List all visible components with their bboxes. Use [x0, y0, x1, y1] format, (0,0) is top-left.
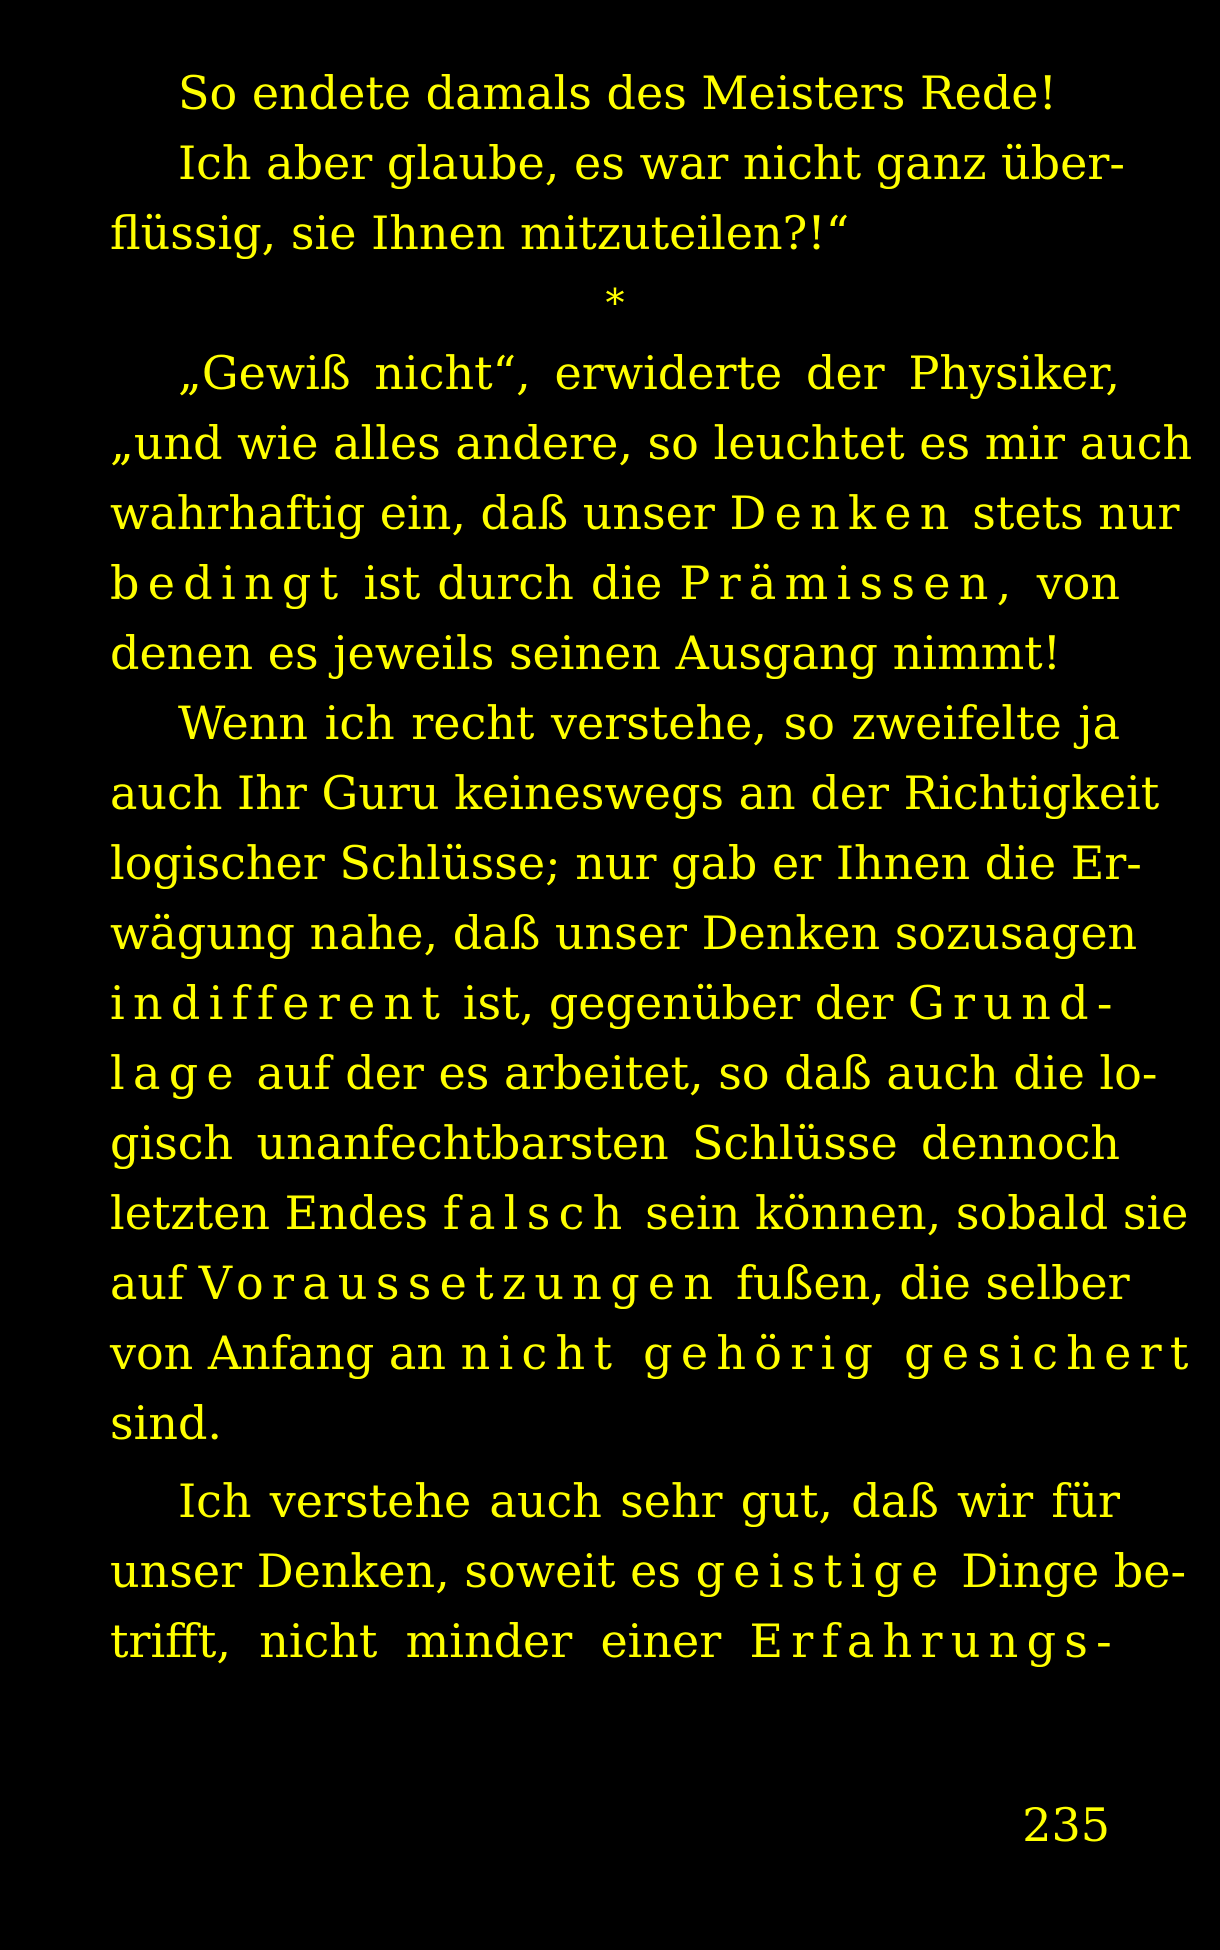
text-line — [110, 898, 1138, 968]
text-line — [110, 1388, 1120, 1458]
text-span: gisch unanfechtbarsten Schlüsse dennoch — [110, 1116, 1120, 1170]
text-line — [110, 1536, 1186, 1606]
text-line — [110, 618, 1120, 688]
emphasis-span: Denken — [729, 486, 958, 540]
text-span: logischer Schlüsse; nur gab er Ihnen die Er- — [110, 836, 1142, 890]
emphasis-span: geistige — [695, 1544, 947, 1598]
text-line — [110, 1248, 1130, 1318]
text-line — [110, 1108, 1120, 1178]
text-span: fußen, die selber — [721, 1256, 1130, 1310]
text-span: auf — [110, 1256, 199, 1310]
text-span: flüssig, sie Ihnen mitzuteilen?!“ — [110, 206, 850, 260]
text-span: Dinge be- — [946, 1544, 1186, 1598]
emphasis-span: falsch — [442, 1186, 631, 1240]
text-line — [110, 1038, 1158, 1108]
text-span: Ich verstehe auch sehr gut, daß wir für — [178, 1474, 1120, 1528]
text-span: ist durch die — [346, 556, 680, 610]
text-line — [110, 478, 1180, 548]
text-span: auf der es arbeitet, so daß auch die lo- — [241, 1046, 1158, 1100]
text-span: letzten Endes — [110, 1186, 443, 1240]
text-span: Wenn ich recht verstehe, so zweifelte ja — [178, 696, 1120, 750]
emphasis-span: Voraussetzungen — [198, 1256, 722, 1310]
text-span: sein können, sobald sie — [630, 1186, 1189, 1240]
emphasis-span: Erfahrungs- — [749, 1614, 1120, 1668]
text-line — [110, 58, 1120, 128]
emphasis-span: Grund- — [908, 976, 1121, 1030]
text-line — [110, 1466, 1120, 1536]
text-line — [110, 1606, 1120, 1676]
text-span: denen es jeweils seinen Ausgang nimmt! — [110, 626, 1062, 680]
text-line — [110, 1178, 1189, 1248]
body-text — [110, 58, 1197, 1676]
text-span: wägung nahe, daß unser Denken sozusagen — [110, 906, 1138, 960]
section-separator: * — [605, 281, 625, 325]
text-line — [110, 198, 1120, 268]
text-span: auch Ihr Guru keineswegs an der Richtigkeit — [110, 766, 1160, 820]
text-span: stets nur — [957, 486, 1180, 540]
text-line — [110, 828, 1142, 898]
text-line — [110, 968, 1120, 1038]
emphasis-span: indifferent — [110, 976, 449, 1030]
text-span: von Anfang an — [110, 1326, 461, 1380]
text-span: wahrhaftig ein, daß unser — [110, 486, 730, 540]
text-line — [110, 408, 1193, 478]
text-line — [110, 548, 1120, 618]
text-span: „und wie alles andere, so leuchtet es mir auch — [110, 416, 1193, 470]
emphasis-span: nicht gehörig gesichert — [460, 1326, 1197, 1380]
page-number: 235 — [1022, 1798, 1110, 1852]
text-span: Ich aber glaube, es war nicht ganz über- — [178, 136, 1125, 190]
text-span: „Gewiß nicht“, erwiderte der Physiker, — [178, 346, 1120, 400]
text-line — [110, 758, 1160, 828]
emphasis-span: Prämissen, — [679, 556, 1020, 610]
emphasis-span: bedingt — [110, 556, 347, 610]
emphasis-span: lage — [110, 1046, 242, 1100]
text-span: von — [1019, 556, 1121, 610]
text-span: sind. — [110, 1396, 223, 1450]
text-line — [110, 1318, 1197, 1388]
text-span: unser Denken, soweit es — [110, 1544, 696, 1598]
text-span: ist, gegenüber der — [448, 976, 909, 1030]
text-line — [110, 128, 1125, 198]
paragraph-gap — [110, 1458, 1120, 1466]
text-line — [110, 338, 1120, 408]
text-span: trifft, nicht minder einer — [110, 1614, 750, 1668]
text-span: So endete damals des Meisters Rede! — [178, 66, 1058, 120]
text-line — [110, 688, 1120, 758]
